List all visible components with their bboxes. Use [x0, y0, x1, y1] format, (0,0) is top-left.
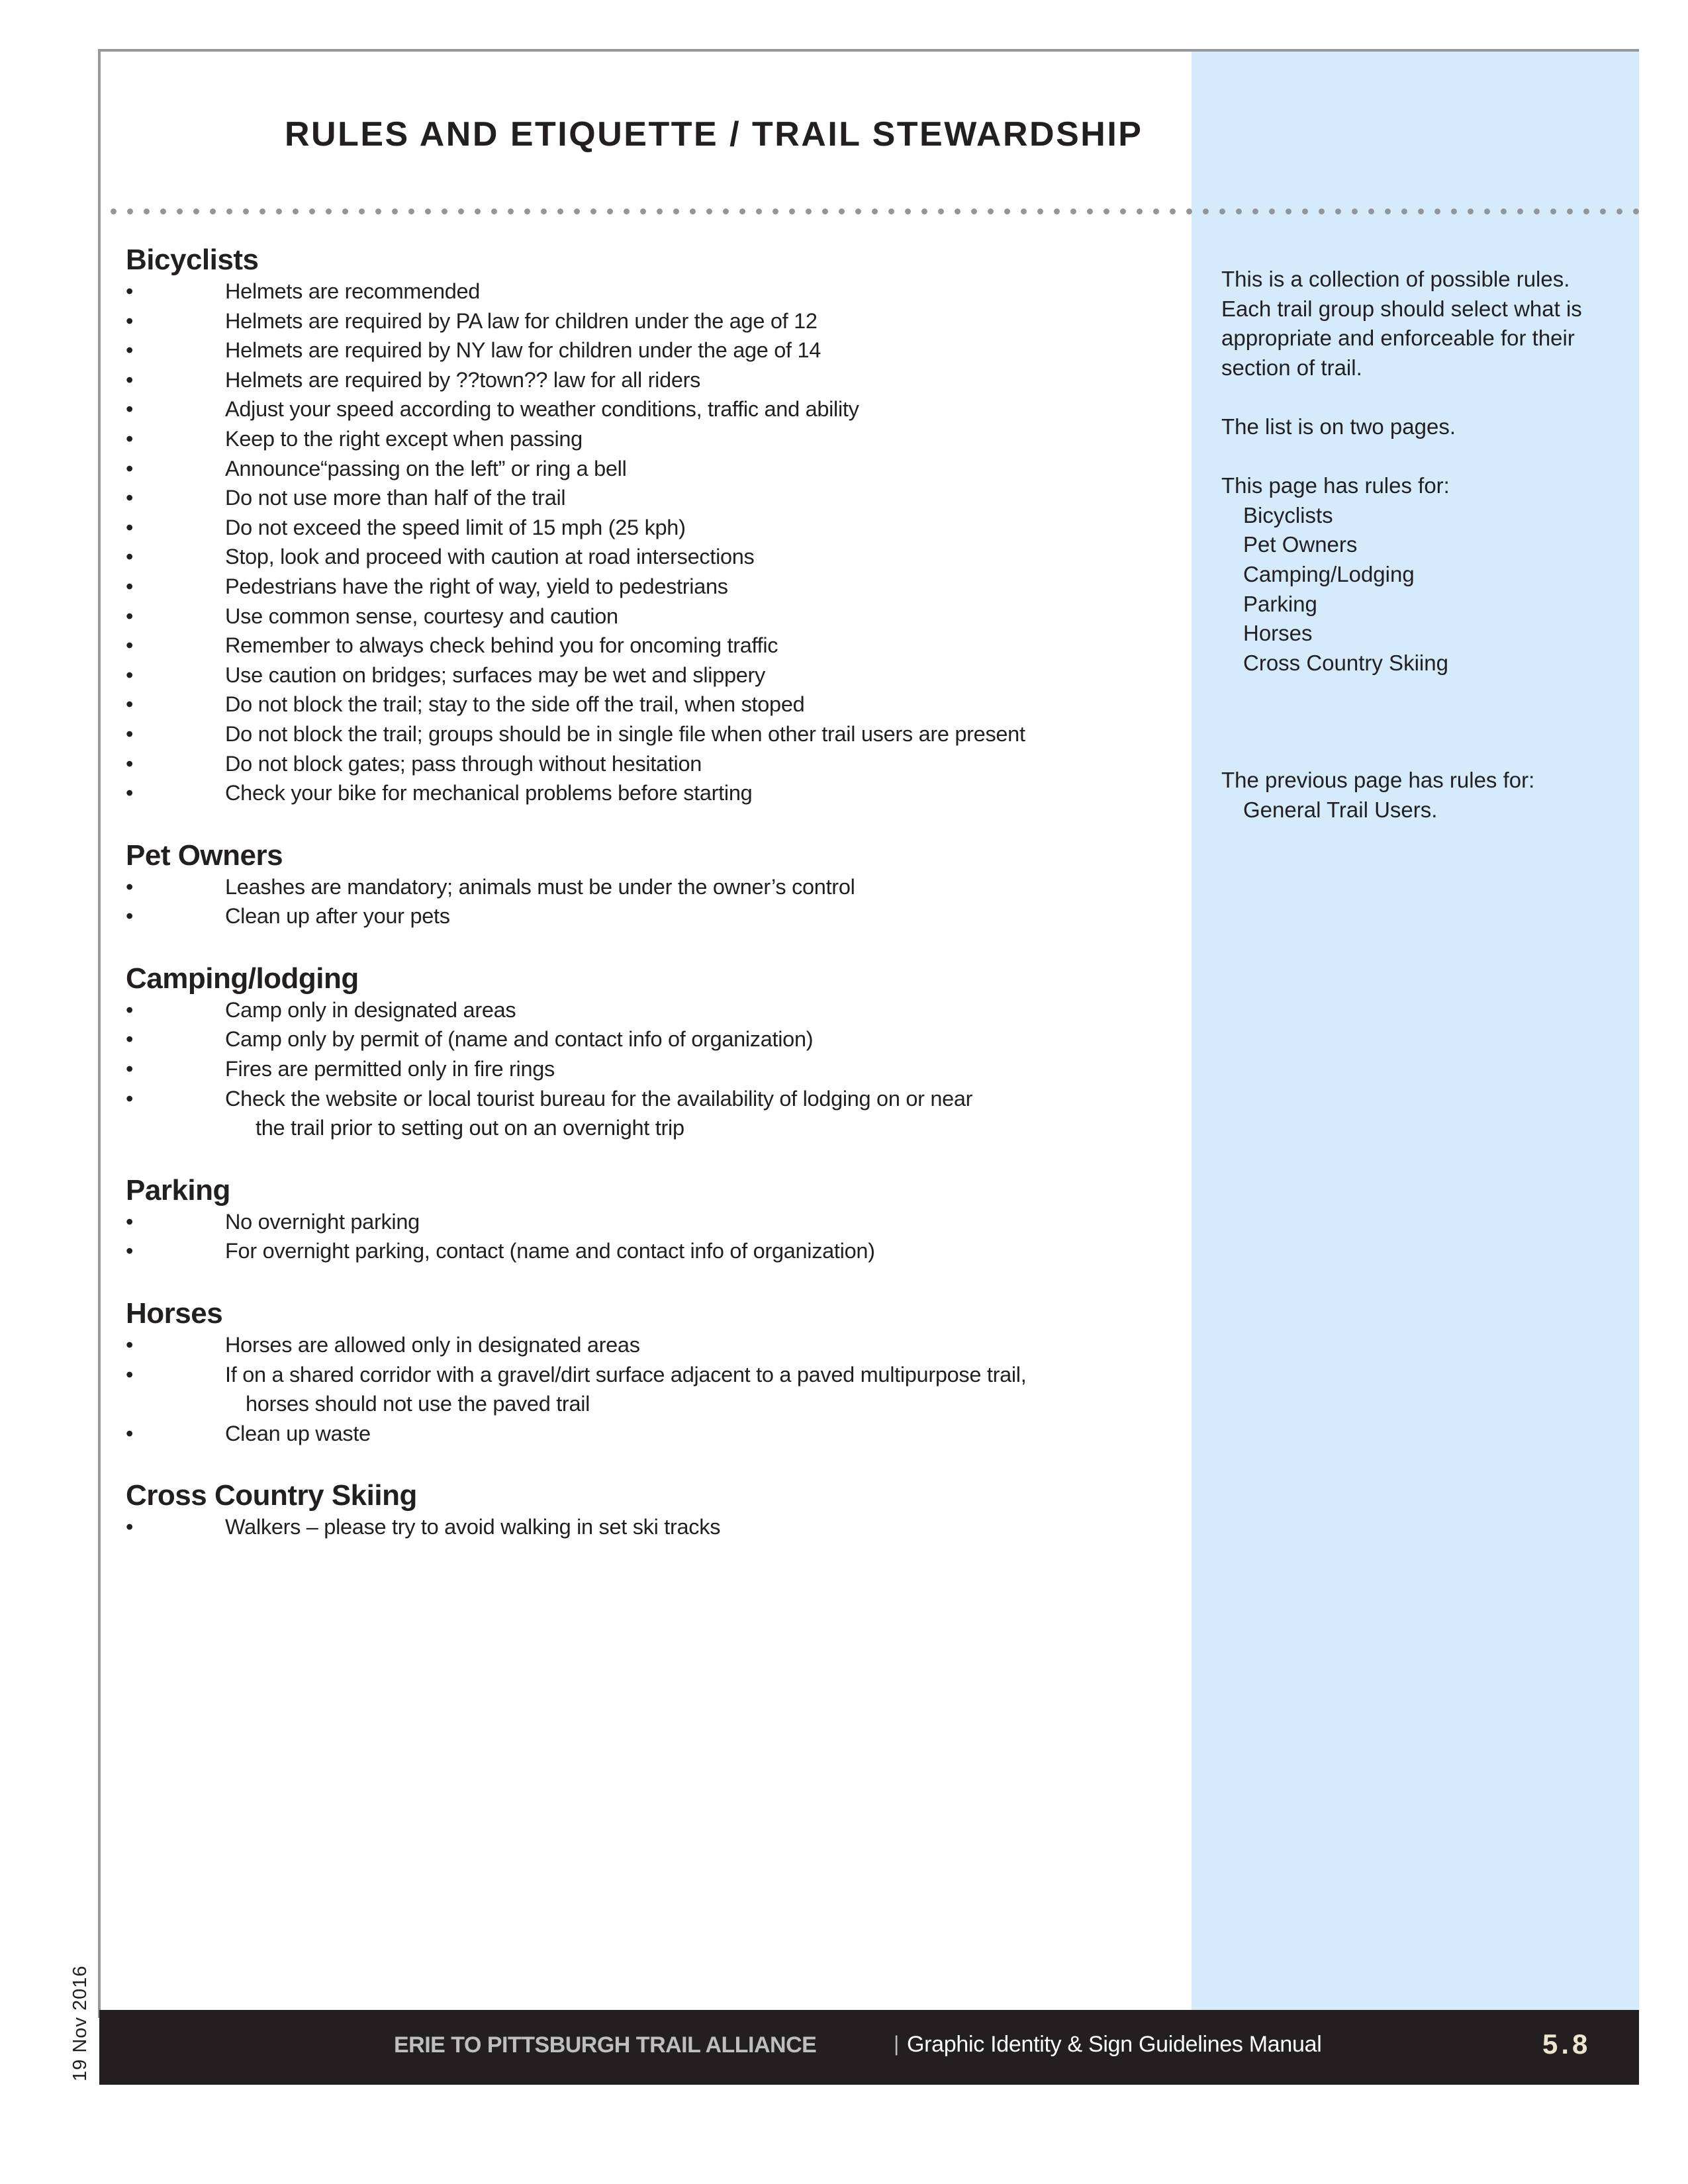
divider-dot	[524, 208, 530, 214]
rule-text: Keep to the right except when passing	[225, 426, 583, 451]
rule-text-continuation: horses should not use the paved trail	[246, 1392, 590, 1416]
rule-item	[126, 901, 1158, 931]
sidebar-list-item: General Trail Users.	[1243, 797, 1438, 822]
section-heading: Cross Country Skiing	[126, 1479, 417, 1512]
bullet-icon: •	[126, 338, 134, 363]
section-heading: Bicyclists	[126, 244, 259, 276]
bullet-icon: •	[126, 1362, 134, 1387]
rule-list	[126, 277, 1158, 808]
divider-dot	[839, 208, 845, 214]
rule-item	[126, 483, 1158, 513]
divider-dot	[326, 208, 332, 214]
divider-dot	[1186, 208, 1192, 214]
sidebar-list-item: Bicyclists	[1243, 502, 1333, 527]
rule-text: Helmets are required by PA law for children under the age of 12	[225, 308, 818, 333]
rule-text: Pedestrians have the right of way, yield to pedestrians	[225, 574, 728, 598]
rule-text: Horses are allowed only in designated areas	[225, 1333, 640, 1357]
rule-text: Announce“passing on the left” or ring a bell	[225, 456, 627, 480]
bullet-icon: •	[126, 1086, 134, 1111]
rule-item	[126, 749, 1158, 779]
bullet-icon: •	[126, 1057, 134, 1081]
divider-dot	[408, 208, 414, 214]
sidebar-two-pages: The list is on two pages.	[1221, 414, 1456, 439]
section-heading: Parking	[126, 1173, 230, 1206]
divider-dot	[673, 208, 679, 214]
divider-dot	[1153, 208, 1159, 214]
divider-dot	[557, 208, 563, 214]
divider-dot	[938, 208, 944, 214]
section-heading: Horses	[126, 1297, 223, 1330]
divider-dot	[1070, 208, 1076, 214]
divider-dot	[475, 208, 481, 214]
divider-dot	[259, 208, 265, 214]
rule-section	[126, 1174, 1158, 1266]
bullet-icon: •	[126, 633, 134, 658]
bullet-icon: •	[126, 1515, 134, 1539]
divider-dot	[1004, 208, 1010, 214]
rule-item	[126, 778, 1158, 808]
divider-dot	[342, 208, 348, 214]
bullet-icon: •	[126, 397, 134, 422]
divider-dot	[640, 208, 646, 214]
bullet-icon: •	[126, 721, 134, 746]
bullet-icon: •	[126, 515, 134, 539]
divider-dot	[690, 208, 696, 214]
footer-separator: |	[894, 2032, 900, 2056]
divider-dot	[375, 208, 381, 214]
bullet-icon: •	[126, 1421, 134, 1445]
rule-section	[126, 1479, 1158, 1542]
divider-dot	[1037, 208, 1043, 214]
rule-text: Leashes are mandatory; animals must be under the owner’s control	[225, 874, 855, 899]
rule-item	[126, 365, 1158, 395]
bullet-icon: •	[126, 1333, 134, 1357]
rule-text: Camp only in designated areas	[225, 997, 516, 1022]
bullet-icon: •	[126, 904, 134, 929]
divider-dot	[1137, 208, 1143, 214]
footer-bar	[99, 2010, 1639, 2085]
sidebar-list-item: Horses	[1243, 621, 1313, 646]
divider-dot	[905, 208, 911, 214]
divider-dot	[210, 208, 216, 214]
rule-text: Remember to always check behind you for oncoming traffic	[225, 633, 778, 658]
divider-dot	[276, 208, 282, 214]
rule-text: Walkers – please try to avoid walking in set ski tracks	[225, 1515, 721, 1539]
divider-dot	[1434, 208, 1440, 214]
divider-dot	[773, 208, 778, 214]
bullet-icon: •	[126, 751, 134, 776]
rule-item	[126, 631, 1158, 660]
bullet-icon: •	[126, 604, 134, 628]
divider-dot	[1468, 208, 1474, 214]
divider-dot	[1170, 208, 1176, 214]
rule-item	[126, 306, 1158, 336]
divider-dot	[822, 208, 828, 214]
divider-dot	[1219, 208, 1225, 214]
divider-dot	[1385, 208, 1391, 214]
rule-item	[126, 660, 1158, 690]
divider-dot	[955, 208, 961, 214]
rule-item	[126, 572, 1158, 602]
divider-dot	[458, 208, 464, 214]
rule-text: Check the website or local tourist bureau for the availability of lodging on or near	[225, 1086, 973, 1111]
divider-dot	[1517, 208, 1523, 214]
rule-text-continuation: the trail prior to setting out on an overnight trip	[256, 1116, 684, 1140]
divider-dot	[1021, 208, 1027, 214]
divider-dot	[1600, 208, 1606, 214]
rule-item	[126, 542, 1158, 572]
sidebar-previous-page	[1221, 766, 1618, 825]
side-date: 19 Nov 2016	[70, 1965, 91, 2081]
divider-dot	[921, 208, 927, 214]
footer-manual-title: Graphic Identity & Sign Guidelines Manual	[907, 2032, 1322, 2057]
divider-dot	[624, 208, 630, 214]
divider-dot	[723, 208, 729, 214]
divider-dot	[789, 208, 795, 214]
rule-item	[126, 1512, 1158, 1542]
divider-dot	[855, 208, 861, 214]
divider-dot	[193, 208, 199, 214]
rule-text: Use caution on bridges; surfaces may be wet and slippery	[225, 662, 765, 687]
rule-item	[126, 1054, 1158, 1084]
bullet-icon: •	[126, 874, 134, 899]
divider-dot	[111, 208, 117, 214]
divider-dot	[607, 208, 613, 214]
rule-list	[126, 1207, 1158, 1266]
rule-text: Do not block gates; pass through without hesitation	[225, 751, 702, 776]
bullet-icon: •	[126, 662, 134, 687]
rule-item	[126, 1084, 1158, 1143]
rule-item	[126, 995, 1158, 1025]
rules-content	[126, 244, 1158, 1573]
section-heading: Camping/lodging	[126, 962, 359, 995]
divider-dot	[293, 208, 299, 214]
bullet-icon: •	[126, 279, 134, 303]
divider-dot	[657, 208, 663, 214]
footer-organization: ERIE TO PITTSBURGH TRAIL ALLIANCE	[394, 2032, 817, 2058]
divider-dot	[1368, 208, 1374, 214]
divider-dot	[590, 208, 596, 214]
sidebar-this-page	[1221, 471, 1618, 678]
rule-text: Helmets are required by NY law for children under the age of 14	[225, 338, 821, 363]
rule-text: Do not exceed the speed limit of 15 mph (25 kph)	[225, 515, 686, 539]
rule-text: Clean up after your pets	[225, 904, 450, 929]
bullet-icon: •	[126, 308, 134, 333]
bullet-icon: •	[126, 997, 134, 1022]
rule-item	[126, 602, 1158, 631]
rule-list	[126, 872, 1158, 931]
rule-item	[126, 1330, 1158, 1360]
divider-dot	[160, 208, 166, 214]
rule-item	[126, 336, 1158, 365]
rule-item	[126, 1236, 1158, 1266]
rule-list	[126, 1330, 1158, 1448]
divider-dot	[127, 208, 133, 214]
sidebar-list-item: Camping/Lodging	[1243, 561, 1415, 586]
divider-dot	[541, 208, 547, 214]
divider-dot	[508, 208, 514, 214]
divider-dot	[888, 208, 894, 214]
bullet-icon: •	[126, 1239, 134, 1263]
divider-dot	[1302, 208, 1308, 214]
rule-item	[126, 513, 1158, 543]
bullet-icon: •	[126, 1209, 134, 1234]
divider-dot	[1501, 208, 1507, 214]
rule-section	[126, 1297, 1158, 1448]
divider-dot	[425, 208, 431, 214]
divider-dot	[1583, 208, 1589, 214]
divider-dot	[574, 208, 580, 214]
rule-item	[126, 277, 1158, 306]
page-frame-left-rule	[98, 49, 101, 2018]
rule-text: Stop, look and proceed with caution at road intersections	[225, 545, 755, 569]
divider-dot	[1252, 208, 1258, 214]
sidebar-notes	[1221, 265, 1618, 854]
divider-dot	[1451, 208, 1457, 214]
page-number: 5.8	[1542, 2028, 1591, 2060]
divider-dot	[988, 208, 994, 214]
sidebar-list-item: Parking	[1243, 591, 1317, 616]
divider-dot	[1401, 208, 1407, 214]
rule-text: Camp only by permit of (name and contact info of organization)	[225, 1027, 814, 1052]
rule-text: If on a shared corridor with a gravel/dirt surface adjacent to a paved multipurpose trail,	[225, 1362, 1027, 1387]
divider-dot	[1633, 208, 1639, 214]
rule-text: Clean up waste	[225, 1421, 371, 1445]
divider-dot	[872, 208, 878, 214]
divider-dot	[177, 208, 183, 214]
divider-dot	[1335, 208, 1341, 214]
divider-dot	[1236, 208, 1242, 214]
rule-section	[126, 244, 1158, 808]
divider-dot	[442, 208, 447, 214]
divider-dot	[739, 208, 745, 214]
rule-text: Use common sense, courtesy and caution	[225, 604, 618, 628]
divider-dot	[309, 208, 315, 214]
bullet-icon: •	[126, 486, 134, 510]
divider-dot	[226, 208, 232, 214]
divider-dot	[756, 208, 762, 214]
divider-dot	[1550, 208, 1556, 214]
rule-item	[126, 690, 1158, 719]
rule-item	[126, 872, 1158, 902]
rule-text: Do not block the trail; groups should be in single file when other trail users are present	[225, 721, 1025, 746]
rule-text: Do not use more than half of the trail	[225, 486, 566, 510]
rule-item	[126, 454, 1158, 484]
divider-dot	[1087, 208, 1093, 214]
divider-dot	[392, 208, 398, 214]
rule-section	[126, 839, 1158, 931]
rule-text: No overnight parking	[225, 1209, 420, 1234]
divider-dot	[1286, 208, 1291, 214]
bullet-icon: •	[126, 1027, 134, 1052]
divider-dot	[806, 208, 812, 214]
sidebar-this-page-label: This page has rules for:	[1221, 473, 1450, 498]
rule-text: Helmets are recommended	[225, 279, 481, 303]
rule-text: Check your bike for mechanical problems before starting	[225, 781, 753, 805]
rule-item	[126, 394, 1158, 424]
divider-dot	[243, 208, 249, 214]
rule-text: For overnight parking, contact (name and contact info of organization)	[225, 1239, 875, 1263]
bullet-icon: •	[126, 574, 134, 598]
divider-dot	[1617, 208, 1622, 214]
bullet-icon: •	[126, 692, 134, 717]
section-heading: Pet Owners	[126, 839, 283, 872]
bullet-icon: •	[126, 367, 134, 392]
divider-dot	[144, 208, 150, 214]
rule-item	[126, 1207, 1158, 1237]
divider-dot	[1269, 208, 1275, 214]
divider-dot	[1103, 208, 1109, 214]
sidebar-list-item: Pet Owners	[1243, 532, 1358, 557]
divider-dot	[1120, 208, 1126, 214]
divider-dot	[491, 208, 497, 214]
rule-section	[126, 962, 1158, 1143]
rule-item	[126, 424, 1158, 454]
divider-dot	[1319, 208, 1325, 214]
divider-dot	[359, 208, 365, 214]
rule-item	[126, 1360, 1158, 1419]
sidebar-list-item: Cross Country Skiing	[1243, 650, 1448, 675]
divider-dot	[971, 208, 977, 214]
page-title: RULES AND ETIQUETTE / TRAIL STEWARDSHIP	[285, 114, 1143, 154]
rule-list	[126, 995, 1158, 1143]
sidebar-previous-page-label: The previous page has rules for:	[1221, 768, 1535, 793]
divider-dot	[1534, 208, 1540, 214]
rule-text: Fires are permitted only in fire rings	[225, 1057, 555, 1081]
dotted-divider	[111, 208, 1639, 215]
divider-dot	[1418, 208, 1424, 214]
sidebar-intro: This is a collection of possible rules. Each trail group should select what is appropriate and enforceable for their section of trail.	[1221, 267, 1582, 380]
rule-text: Do not block the trail; stay to the side off the trail, when stoped	[225, 692, 805, 717]
divider-dot	[1567, 208, 1573, 214]
rule-item	[126, 719, 1158, 749]
rule-item	[126, 1419, 1158, 1449]
divider-dot	[1054, 208, 1060, 214]
rule-text: Adjust your speed according to weather conditions, traffic and ability	[225, 397, 859, 422]
divider-dot	[1352, 208, 1358, 214]
bullet-icon: •	[126, 456, 134, 480]
rule-text: Helmets are required by ??town?? law for all riders	[225, 367, 701, 392]
bullet-icon: •	[126, 545, 134, 569]
divider-dot	[1203, 208, 1209, 214]
bullet-icon: •	[126, 426, 134, 451]
divider-dot	[1484, 208, 1490, 214]
divider-dot	[706, 208, 712, 214]
bullet-icon: •	[126, 781, 134, 805]
rule-list	[126, 1512, 1158, 1542]
rule-item	[126, 1024, 1158, 1054]
